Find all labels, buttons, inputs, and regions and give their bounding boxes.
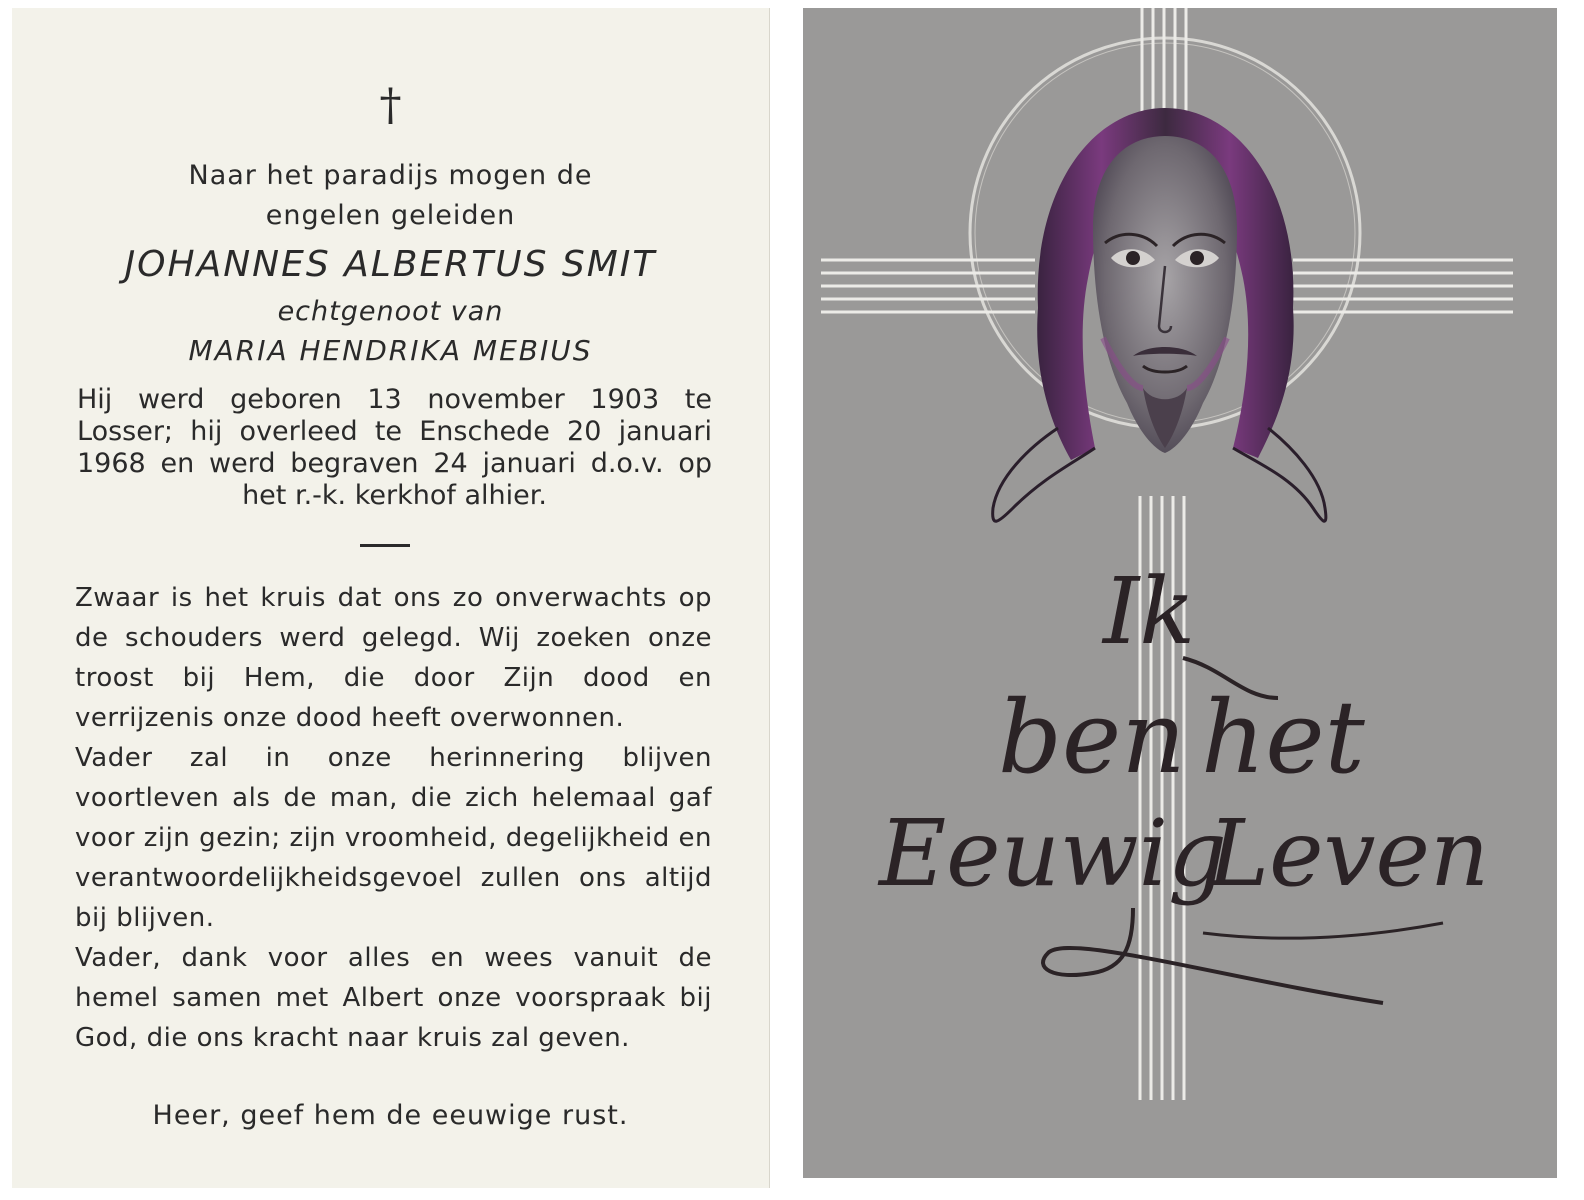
deceased-name: JOHANNES ALBERTUS SMIT — [124, 244, 657, 285]
quote-word-het: het — [1201, 679, 1365, 796]
tribute-paragraph: Zwaar is het kruis dat ons zo onverwachts op de schouders werd gelegd. Wij zoeken onze troost bij Hem, die door Zijn dood en verrijzenis onze dood heeft overwonnen. — [75, 583, 712, 733]
tribute-paragraph: Vader zal in onze herinnering blijven voortleven als de man, die zich helemaal gaf voor zijn gezin; zijn vroomheid, degelijkheid en verantwoordelijkheidsgevoel zullen ons altijd bij blijven. — [75, 743, 712, 933]
biography-text: Hij werd geboren 13 november 1903 te Losser; hij overleed te Enschede 20 januari 1968 en werd begraven 24 januari d.o.v. op het r.-k. kerkhof alhier. — [77, 384, 712, 511]
divider-rule — [360, 544, 410, 547]
quote-word-ik: Ik — [1103, 558, 1196, 665]
intro-line-2: engelen geleiden — [265, 200, 516, 231]
spouse-label: echtgenoot van — [277, 296, 504, 327]
spouse-name: MARIA HENDRIKA MEBIUS — [188, 334, 593, 367]
christ-face — [1093, 136, 1237, 453]
intro-text — [12, 156, 769, 236]
memorial-card-text-side — [12, 8, 770, 1188]
memorial-card-image-side — [803, 8, 1557, 1178]
quote-word-leven: Leven — [1208, 800, 1490, 907]
intro-line-1: Naar het paradijs mogen de — [188, 160, 593, 191]
quote-word-eeuwig: Eeuwig — [879, 800, 1227, 907]
closing-prayer: Heer, geef hem de eeuwige rust. — [152, 1100, 629, 1131]
cross-symbol: † — [379, 80, 402, 131]
quote-word-ben: ben — [998, 679, 1186, 796]
tribute-paragraph: Vader, dank voor alles en wees vanuit de hemel samen met Albert onze voorspraak bij God, die ons kracht naar kruis zal geven. — [75, 943, 712, 1053]
tribute-text — [75, 578, 712, 1058]
